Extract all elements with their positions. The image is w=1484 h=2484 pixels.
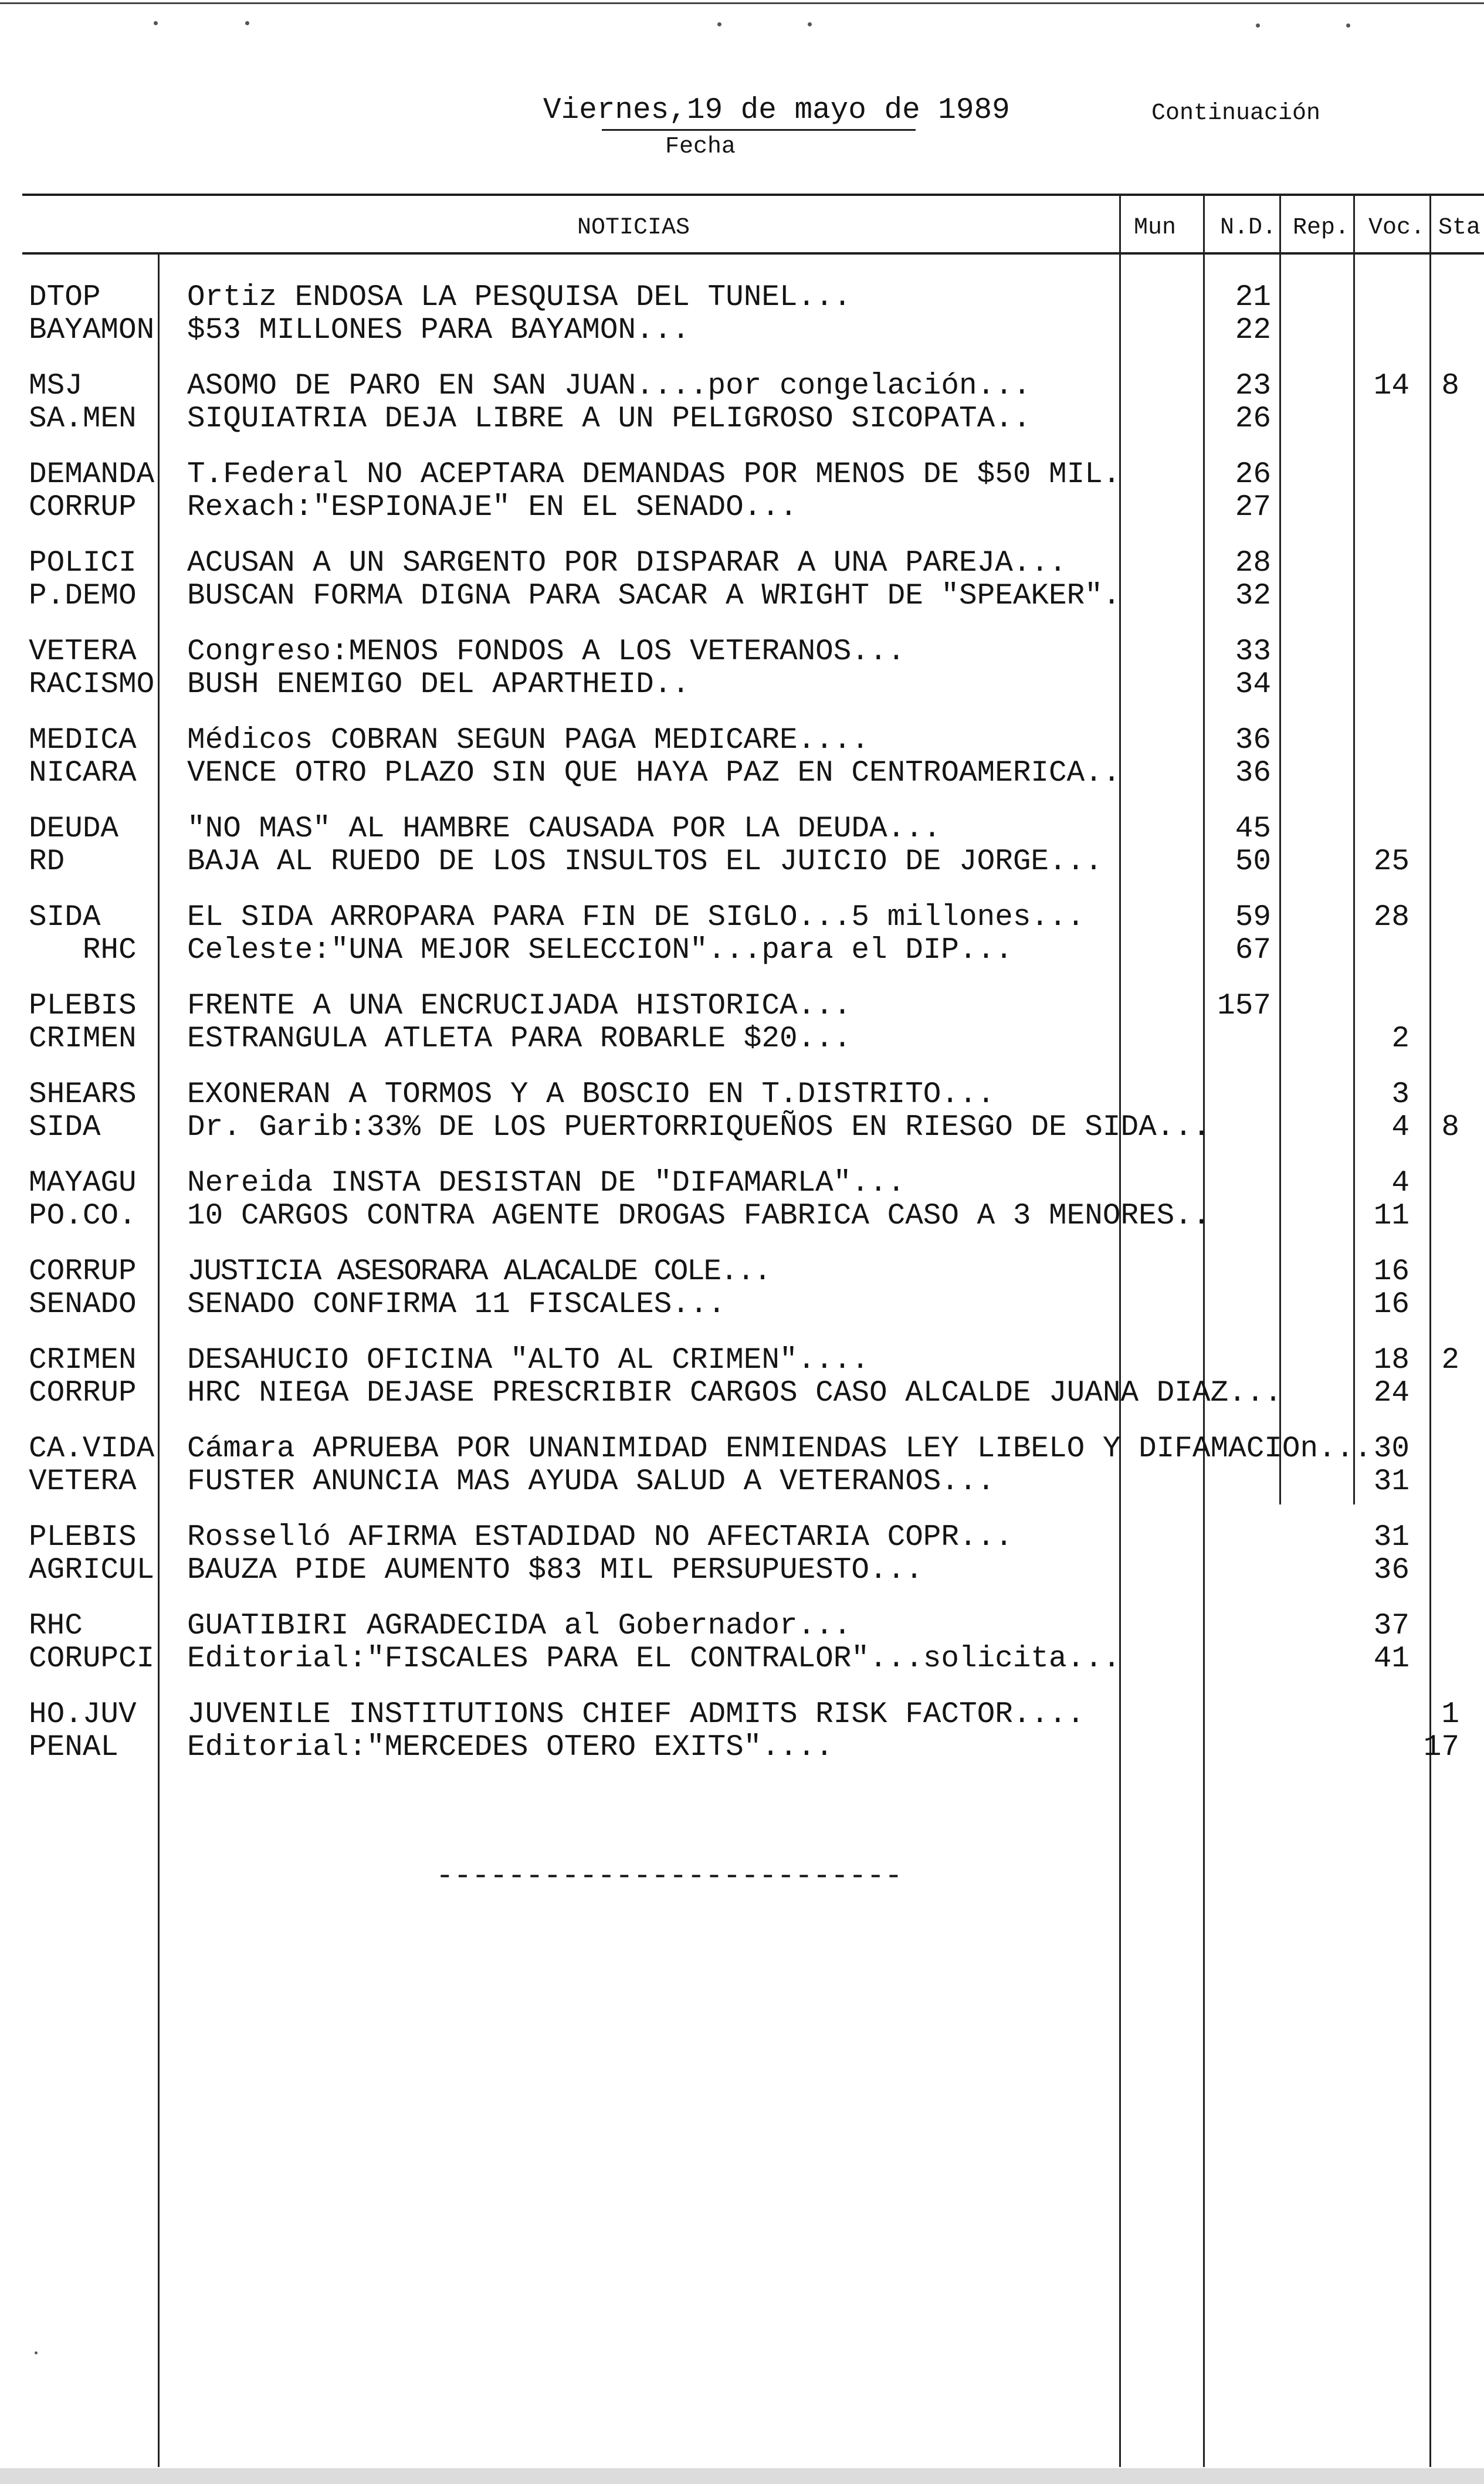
headline: GUATIBIRI AGRADECIDA al Gobernador... [187, 1609, 852, 1643]
scan-speck [1346, 23, 1350, 28]
headline: SENADO CONFIRMA 11 FISCALES... [187, 1288, 726, 1321]
headline: Ortiz ENDOSA LA PESQUISA DEL TUNEL... [187, 281, 852, 314]
news-entry [0, 846, 1484, 878]
sta-value: 17 [1423, 1731, 1459, 1764]
column-header-voc: Voc. [1368, 215, 1425, 241]
news-entry [0, 1466, 1484, 1498]
entry-pair [0, 1344, 1484, 1433]
category-code: CORRUP [29, 491, 137, 524]
category-code: PO.CO. [29, 1199, 137, 1233]
voc-value: 36 [1373, 1554, 1410, 1587]
scan-speck [1256, 23, 1260, 28]
news-entry [0, 1731, 1484, 1764]
headline: Editorial:"MERCEDES OTERO EXITS".... [187, 1731, 834, 1764]
entry-pair [0, 990, 1484, 1079]
headline: ASOMO DE PARO EN SAN JUAN....por congelación... [187, 370, 1031, 403]
voc-value: 2 [1391, 1022, 1410, 1056]
category-code: SHEARS [29, 1078, 137, 1111]
category-code: DEMANDA [29, 458, 155, 492]
category-code: P.DEMO [29, 580, 137, 613]
nd-value: 67 [1235, 934, 1271, 967]
category-code: AGRICUL [29, 1554, 155, 1587]
sta-value: 2 [1441, 1344, 1459, 1377]
column-header-mun: Mun [1134, 215, 1177, 241]
nd-value: 21 [1235, 281, 1271, 314]
nd-value: 23 [1235, 370, 1271, 403]
category-code: SIDA [29, 1111, 101, 1144]
entry-pair [0, 459, 1484, 547]
voc-value: 31 [1373, 1521, 1410, 1554]
news-entry [0, 1344, 1484, 1377]
news-entry [0, 403, 1484, 435]
scan-speck [717, 22, 721, 26]
voc-value: 30 [1373, 1432, 1410, 1466]
nd-value: 36 [1235, 757, 1271, 790]
headline: ESTRANGULA ATLETA PARA ROBARLE $20... [187, 1022, 852, 1056]
news-entry [0, 757, 1484, 789]
voc-value: 4 [1391, 1111, 1410, 1144]
category-code: CRIMEN [29, 1344, 137, 1377]
table-header-top-rule [22, 194, 1484, 196]
voc-value: 25 [1373, 845, 1410, 879]
scan-speck [35, 2351, 38, 2354]
category-code: PLEBIS [29, 989, 137, 1023]
scan-speck [245, 21, 249, 25]
news-entry [0, 314, 1484, 347]
category-code: MSJ [29, 370, 83, 403]
headline: BUSCAN FORMA DIGNA PARA SACAR A WRIGHT DE "SPEAKER". [187, 580, 1121, 613]
nd-value: 33 [1235, 635, 1271, 669]
news-entry [0, 724, 1484, 757]
news-entry [0, 1521, 1484, 1554]
headline: Celeste:"UNA MEJOR SELECCION"...para el DIP... [187, 934, 1013, 967]
sta-value: 1 [1441, 1698, 1459, 1731]
entry-pair [0, 1079, 1484, 1167]
news-entry [0, 547, 1484, 580]
news-entry [0, 990, 1484, 1022]
headline: JUVENILE INSTITUTIONS CHIEF ADMITS RISK FACTOR.... [187, 1698, 1085, 1731]
nd-value: 34 [1235, 668, 1271, 702]
headline: BAJA AL RUEDO DE LOS INSULTOS EL JUICIO DE JORGE... [187, 845, 1103, 879]
headline: Dr. Garib:33% DE LOS PUERTORRIQUEÑOS EN RIESGO DE SIDA... [187, 1111, 1211, 1144]
voc-value: 28 [1373, 901, 1410, 934]
category-code: SA.MEN [29, 402, 137, 436]
voc-value: 16 [1373, 1288, 1410, 1321]
category-code: CORRUP [29, 1377, 137, 1410]
voc-value: 31 [1373, 1465, 1410, 1499]
headline: Editorial:"FISCALES PARA EL CONTRALOR"...solicita... [187, 1642, 1121, 1676]
headline: 10 CARGOS CONTRA AGENTE DROGAS FABRICA CASO A 3 MENORES.. [187, 1199, 1211, 1233]
headline: EL SIDA ARROPARA PARA FIN DE SIGLO...5 millones... [187, 901, 1085, 934]
nd-value: 28 [1235, 547, 1271, 580]
headline: JUSTICIA ASESORARA ALACALDE COLE... [187, 1255, 771, 1289]
entry-pair [0, 282, 1484, 370]
column-header-sta: Sta [1438, 215, 1481, 241]
entry-pair [0, 370, 1484, 459]
headline: EXONERAN A TORMOS Y A BOSCIO EN T.DISTRITO... [187, 1078, 995, 1111]
news-entry [0, 1200, 1484, 1232]
headline: Rosselló AFIRMA ESTADIDAD NO AFECTARIA COPR... [187, 1521, 1013, 1554]
sta-value: 8 [1441, 1111, 1459, 1144]
category-code: CORUPCI [29, 1642, 155, 1676]
nd-value: 36 [1235, 724, 1271, 757]
voc-value: 11 [1373, 1199, 1410, 1233]
headline: Congreso:MENOS FONDOS A LOS VETERANOS... [187, 635, 906, 669]
news-entry [0, 1610, 1484, 1642]
category-code: VETERA [29, 635, 137, 669]
headline: BUSH ENEMIGO DEL APARTHEID.. [187, 668, 690, 702]
headline: VENCE OTRO PLAZO SIN QUE HAYA PAZ EN CENTROAMERICA.. [187, 757, 1121, 790]
category-code: POLICI [29, 547, 137, 580]
entry-pair [0, 1167, 1484, 1256]
headline: SIQUIATRIA DEJA LIBRE A UN PELIGROSO SICOPATA.. [187, 402, 1031, 436]
news-entry [0, 1079, 1484, 1111]
sta-value: 8 [1441, 370, 1459, 403]
voc-value: 24 [1373, 1377, 1410, 1410]
headline: T.Federal NO ACEPTARA DEMANDAS POR MENOS DE $50 MIL. [187, 458, 1121, 492]
nd-value: 27 [1235, 491, 1271, 524]
category-code: HO.JUV [29, 1698, 137, 1731]
voc-value: 18 [1373, 1344, 1410, 1377]
entry-pair [0, 1521, 1484, 1610]
headline: BAUZA PIDE AUMENTO $83 MIL PERSUPUESTO... [187, 1554, 923, 1587]
date-underline [602, 129, 916, 131]
scan-speck [808, 22, 812, 26]
news-entry [0, 902, 1484, 934]
voc-value: 3 [1391, 1078, 1410, 1111]
headline: Nereida INSTA DESISTAN DE "DIFAMARLA"... [187, 1167, 906, 1200]
scan-speck [154, 21, 158, 25]
news-entry [0, 1699, 1484, 1731]
news-entry [0, 1023, 1484, 1055]
nd-value: 45 [1235, 812, 1271, 846]
headline: FUSTER ANUNCIA MAS AYUDA SALUD A VETERANOS... [187, 1465, 995, 1499]
news-entry [0, 459, 1484, 491]
news-entry [0, 1167, 1484, 1199]
entry-pair [0, 1256, 1484, 1344]
category-code: CA.VIDA [29, 1432, 155, 1466]
category-code: PENAL [29, 1731, 119, 1764]
news-entry [0, 934, 1484, 967]
entry-pair [0, 1433, 1484, 1521]
news-entry [0, 370, 1484, 402]
headline: HRC NIEGA DEJASE PRESCRIBIR CARGOS CASO ALCALDE JUANA DIAZ... [187, 1377, 1282, 1410]
headline: "NO MAS" AL HAMBRE CAUSADA POR LA DEUDA... [187, 812, 941, 846]
voc-value: 37 [1373, 1609, 1410, 1643]
category-code: RHC [82, 934, 137, 967]
news-entry [0, 580, 1484, 612]
headline: Médicos COBRAN SEGUN PAGA MEDICARE.... [187, 724, 869, 757]
news-entry [0, 492, 1484, 524]
entry-pair [0, 902, 1484, 990]
headline: FRENTE A UNA ENCRUCIJADA HISTORICA... [187, 989, 852, 1023]
headline: DESAHUCIO OFICINA "ALTO AL CRIMEN".... [187, 1344, 869, 1377]
nd-value: 26 [1235, 458, 1271, 492]
nd-value: 50 [1235, 845, 1271, 879]
table-header-bottom-rule [22, 252, 1484, 255]
nd-value: 26 [1235, 402, 1271, 436]
category-code: PLEBIS [29, 1521, 137, 1554]
category-code: RD [29, 845, 65, 879]
entry-pair [0, 636, 1484, 724]
entry-pair [0, 1699, 1484, 1787]
voc-value: 14 [1373, 370, 1410, 403]
nd-value: 22 [1235, 314, 1271, 347]
category-code: NICARA [29, 757, 137, 790]
entry-pair [0, 724, 1484, 813]
category-code: VETERA [29, 1465, 137, 1499]
continuation-label: Continuación [1151, 100, 1321, 127]
headline: $53 MILLONES PARA BAYAMON... [187, 314, 690, 347]
category-code: DTOP [29, 281, 101, 314]
column-header-nd: N.D. [1220, 215, 1277, 241]
category-code: SIDA [29, 901, 101, 934]
voc-value: 4 [1391, 1167, 1410, 1200]
news-entry [0, 813, 1484, 845]
news-entry [0, 1256, 1484, 1288]
news-entry [0, 636, 1484, 668]
headline: ACUSAN A UN SARGENTO POR DISPARAR A UNA PAREJA... [187, 547, 1067, 580]
category-code: CORRUP [29, 1255, 137, 1289]
category-code: SENADO [29, 1288, 137, 1321]
news-entry [0, 1643, 1484, 1675]
entry-pair [0, 813, 1484, 902]
news-entry [0, 1111, 1484, 1144]
end-separator: -------------------------- [436, 1860, 903, 1893]
date-value: Viernes,19 de mayo de 1989 [543, 94, 1010, 127]
column-header-news: NOTICIAS [577, 215, 690, 241]
headline: Cámara APRUEBA POR UNANIMIDAD ENMIENDAS LEY LIBELO Y DIFAMACIOn... [187, 1432, 1372, 1466]
category-code: RACISMO [29, 668, 155, 702]
category-code: CRIMEN [29, 1022, 137, 1056]
category-code: MAYAGU [29, 1167, 137, 1200]
category-code: BAYAMON [29, 314, 155, 347]
category-code: MEDICA [29, 724, 137, 757]
date-label: Fecha [665, 134, 736, 160]
news-entry [0, 669, 1484, 701]
nd-value: 32 [1235, 580, 1271, 613]
news-list [0, 282, 1484, 1787]
page-top-edge-rule [0, 2, 1484, 4]
voc-value: 16 [1373, 1255, 1410, 1289]
column-header-rep: Rep. [1293, 215, 1350, 241]
news-entry [0, 1433, 1484, 1465]
scan-bottom-edge [0, 2468, 1484, 2484]
news-entry [0, 1289, 1484, 1321]
nd-value: 59 [1235, 901, 1271, 934]
news-entry [0, 1554, 1484, 1587]
voc-value: 41 [1373, 1642, 1410, 1676]
nd-value: 157 [1217, 989, 1271, 1023]
news-entry [0, 282, 1484, 314]
category-code: DEUDA [29, 812, 119, 846]
category-code: RHC [29, 1609, 83, 1643]
entry-pair [0, 1610, 1484, 1699]
headline: Rexach:"ESPIONAJE" EN EL SENADO... [187, 491, 798, 524]
entry-pair [0, 547, 1484, 636]
news-entry [0, 1377, 1484, 1409]
